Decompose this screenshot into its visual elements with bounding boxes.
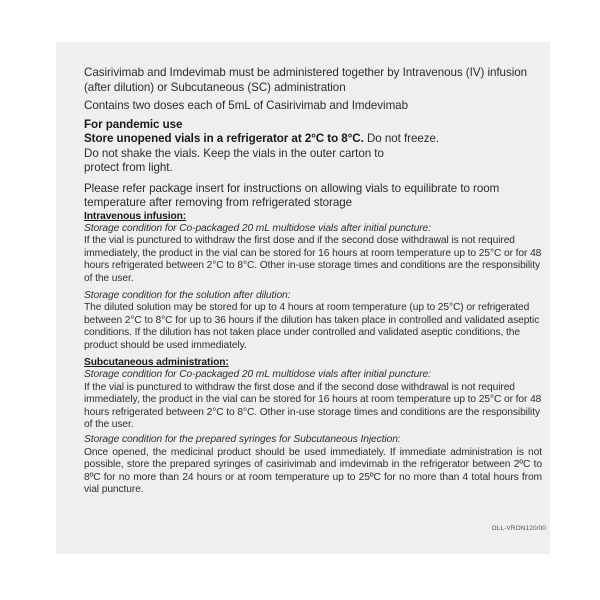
sc-vial-condition-title: Storage condition for Co-packaged 20 mL multidose vials after initial puncture: bbox=[84, 369, 431, 381]
sc-syringe-condition-text: Once opened, the medicinal product should be used immediately. If immediate administration is not possible, store the prepared syringes of casirivimab and imdevimab in the refrigerator between 2ºC to 8ºC for no more than 24 hours or at room temperature up to 25ºC for no more than 4 total hours from vial puncture. bbox=[84, 446, 542, 496]
shake-warning-text: Do not shake the vials. Keep the vials in the outer carton to protect from light. bbox=[84, 146, 384, 174]
label-reference-code: OLL-VRON120/00 bbox=[491, 525, 546, 532]
iv-infusion-heading: Intravenous infusion: bbox=[84, 210, 187, 222]
label-sheet bbox=[56, 42, 550, 554]
sc-vial-condition-text: If the vial is punctured to withdraw the first dose and if the second dose withdrawal is not required immediately, the product in the vial can be stored for 16 hours at room temperature up to 25°C or for 48 hours refrigerated between 2°C to 8°C. Other in-use storage times and conditions are the responsibility of the user. bbox=[84, 381, 542, 430]
sc-syringe-condition-title: Storage condition for the prepared syringes for Subcutaneous Injection: bbox=[84, 434, 401, 446]
sc-administration-heading: Subcutaneous administration: bbox=[84, 356, 229, 368]
iv-dilution-condition-title: Storage condition for the solution after dilution: bbox=[84, 289, 291, 301]
storage-no-freeze-text: Do not freeze. bbox=[363, 132, 440, 145]
storage-instruction bbox=[84, 132, 542, 147]
iv-dilution-condition-text: The diluted solution may be stored for up to 4 hours at room temperature (up to 25°C) or refrigerated between 2°C to 8°C for up to 36 hours if the dilution has taken place in controlled and validated aseptic conditions. If the dilution has not taken place under controlled and validated aseptic conditions, the product should be used immediately. bbox=[84, 302, 540, 351]
intro-contents-text: Contains two doses each of 5mL of Casirivimab and Imdevimab bbox=[84, 99, 408, 112]
iv-vial-condition-title: Storage condition for Co-packaged 20 mL multidose vials after initial puncture: bbox=[84, 222, 431, 234]
pandemic-use-heading: For pandemic use bbox=[84, 117, 183, 131]
iv-vial-condition-text: If the vial is punctured to withdraw the first dose and if the second dose withdrawal is not required immediately, the product in the vial can be stored for 16 hours at room temperature up to 25°C or for 48 hours refrigerated between 2°C to 8°C. Other in-use storage times and conditions are the responsibility of the user. bbox=[84, 235, 542, 284]
equilibrate-instruction-text: Please refer package insert for instructions on allowing vials to equilibrate to room temperature after removing from refrigerated storage bbox=[84, 181, 500, 209]
storage-refrigerate-text: Store unopened vials in a refrigerator at 2°C to 8°C. bbox=[84, 132, 364, 145]
intro-administration-text: Casirivimab and Imdevimab must be administered together by Intravenous (IV) infusion (after dilution) or Subcutaneous (SC) administration bbox=[84, 66, 528, 94]
